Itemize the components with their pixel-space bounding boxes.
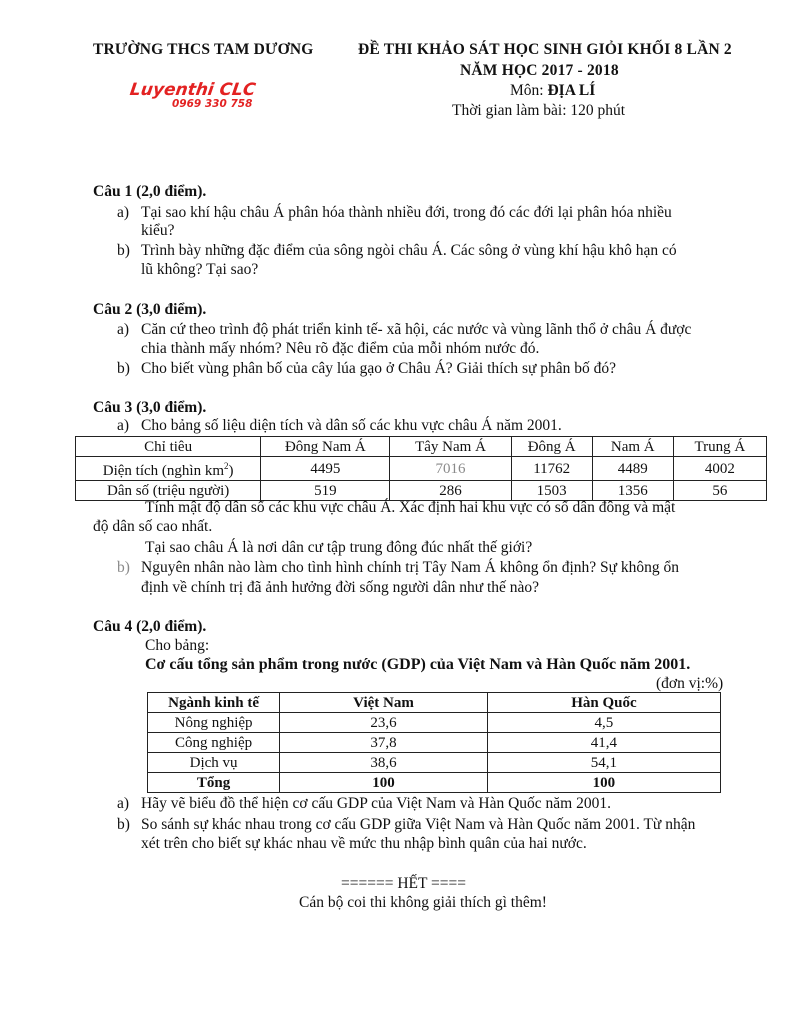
table-header-cell: Chỉ tiêu — [76, 437, 261, 457]
table-cell: 4495 — [261, 457, 390, 481]
table-cell: 54,1 — [487, 753, 720, 773]
table-cell: Công nghiệp — [148, 733, 280, 753]
q4-b-line2: xét trên cho biết sự khác nhau về mức thu nhập bình quân của hai nước. — [141, 835, 587, 852]
q1-a-line1: Tại sao khí hậu châu Á phân hóa thành nhiều đới, trong đó các đới lại phân hóa nhiều — [141, 204, 672, 221]
q3-b-label: b) — [117, 559, 130, 576]
table-header-cell: Đông Á — [511, 437, 592, 457]
q1-a-label: a) — [117, 204, 130, 221]
subject-name: ĐỊA LÍ — [547, 82, 596, 99]
q2-title: Câu 2 (3,0 điểm). — [93, 301, 207, 318]
table-cell: 4002 — [673, 457, 766, 481]
table-cell: 286 — [390, 481, 511, 501]
footer-note: Cán bộ coi thi không giải thích gì thêm! — [299, 894, 547, 911]
row-label-population: Dân số (triệu người) — [76, 481, 261, 501]
q1-b-line1: Trình bày những đặc điểm của sông ngòi châu Á. Các sông ở vùng khí hậu khô hạn có — [141, 242, 677, 259]
logo-phone: 0969 330 758 — [172, 98, 253, 110]
q3-after-line3: Tại sao châu Á là nơi dân cư tập trung đông đúc nhất thế giới? — [145, 539, 533, 556]
q2-a-label: a) — [117, 321, 130, 338]
school-year: NĂM HỌC 2017 - 2018 — [460, 62, 619, 79]
table-header-cell: Tây Nam Á — [390, 437, 511, 457]
q4-unit: (đơn vị:%) — [656, 675, 724, 692]
table-header-row — [76, 437, 767, 457]
q2-a-line2: chia thành mấy nhóm? Nêu rõ đặc điểm của mỗi nhóm nước đó. — [141, 340, 540, 357]
table-total-row — [148, 773, 721, 793]
table-cell: 56 — [673, 481, 766, 501]
q4-b-label: b) — [117, 816, 130, 833]
table-cell: 37,8 — [280, 733, 488, 753]
table-cell: 519 — [261, 481, 390, 501]
table-row — [148, 733, 721, 753]
table-cell: 11762 — [511, 457, 592, 481]
table-cell: Tổng — [148, 773, 280, 793]
table-cell: 7016 — [390, 457, 511, 481]
table-row — [76, 457, 767, 481]
area-sup: 2 — [224, 461, 229, 471]
q3-after-line1: Tính mật độ dân số các khu vực châu Á. Xác định hai khu vực có số dân đông và mật — [145, 499, 676, 516]
table-cell: Nông nghiệp — [148, 713, 280, 733]
table-cell: 100 — [280, 773, 488, 793]
row-label-area — [76, 457, 261, 481]
table-cell: 23,6 — [280, 713, 488, 733]
q1-b-line2: lũ không? Tại sao? — [141, 261, 259, 278]
subject-line — [510, 81, 595, 101]
q2-a-line1: Căn cứ theo trình độ phát triển kinh tế- xã hội, các nước và vùng lãnh thổ ở châu Á được — [141, 321, 692, 338]
table-header-cell: Trung Á — [673, 437, 766, 457]
area-close: ) — [228, 463, 234, 479]
table-cell: 1356 — [592, 481, 673, 501]
q3-b-line2: định về chính trị đã ảnh hưởng đời sống người dân như thế nào? — [141, 579, 540, 596]
q4-table-title: Cơ cấu tổng sản phẩm trong nước (GDP) của Việt Nam và Hàn Quốc năm 2001. — [145, 656, 691, 673]
table-header-cell: Hàn Quốc — [487, 693, 720, 713]
table-header-cell: Nam Á — [592, 437, 673, 457]
table-header-cell: Ngành kinh tế — [148, 693, 280, 713]
table-row — [148, 753, 721, 773]
q3-a-line1: Cho bảng số liệu diện tích và dân số các khu vực châu Á năm 2001. — [141, 417, 562, 434]
table-cell: 100 — [487, 773, 720, 793]
table-header-cell: Việt Nam — [280, 693, 488, 713]
table-cell: 4489 — [592, 457, 673, 481]
q3-b-line1: Nguyên nhân nào làm cho tình hình chính trị Tây Nam Á không ổn định? Sự không ổn — [141, 559, 680, 576]
area-label: Diện tích (nghìn km — [102, 463, 224, 479]
logo-text: Luyenthi CLC — [128, 80, 257, 100]
q4-title: Câu 4 (2,0 điểm). — [93, 618, 207, 635]
q4-a-label: a) — [117, 795, 130, 812]
table-cell: 1503 — [511, 481, 592, 501]
end-marker: ====== HẾT ==== — [341, 875, 467, 892]
table-cell: 41,4 — [487, 733, 720, 753]
q4-b-line1: So sánh sự khác nhau trong cơ cấu GDP giữa Việt Nam và Hàn Quốc năm 2001. Từ nhận — [141, 816, 696, 833]
exam-duration: Thời gian làm bài: 120 phút — [452, 102, 626, 119]
table-header-row — [148, 693, 721, 713]
q2-b-line1: Cho biết vùng phân bố của cây lúa gạo ở Châu Á? Giải thích sự phân bố đó? — [141, 360, 617, 377]
region-data-table — [75, 436, 767, 501]
gdp-table — [147, 692, 721, 793]
exam-title: ĐỀ THI KHẢO SÁT HỌC SINH GIỎI KHỐI 8 LẦN 2 — [358, 41, 732, 58]
q3-a-label: a) — [117, 417, 130, 434]
subject-label: Môn: — [510, 82, 544, 99]
table-cell: 38,6 — [280, 753, 488, 773]
table-cell: 4,5 — [487, 713, 720, 733]
q4-a-line1: Hãy vẽ biểu đồ thể hiện cơ cấu GDP của Việt Nam và Hàn Quốc năm 2001. — [141, 795, 611, 812]
q2-b-label: b) — [117, 360, 130, 377]
table-cell: Dịch vụ — [148, 753, 280, 773]
q1-title: Câu 1 (2,0 điểm). — [93, 183, 207, 200]
q4-intro: Cho bảng: — [145, 637, 210, 654]
table-header-cell: Đông Nam Á — [261, 437, 390, 457]
school-name: TRƯỜNG THCS TAM DƯƠNG — [93, 41, 314, 58]
q1-a-line2: kiểu? — [141, 222, 175, 239]
table-row — [148, 713, 721, 733]
q3-after-line2: độ dân số cao nhất. — [93, 518, 213, 535]
q1-b-label: b) — [117, 242, 130, 259]
q3-title: Câu 3 (3,0 điểm). — [93, 399, 207, 416]
